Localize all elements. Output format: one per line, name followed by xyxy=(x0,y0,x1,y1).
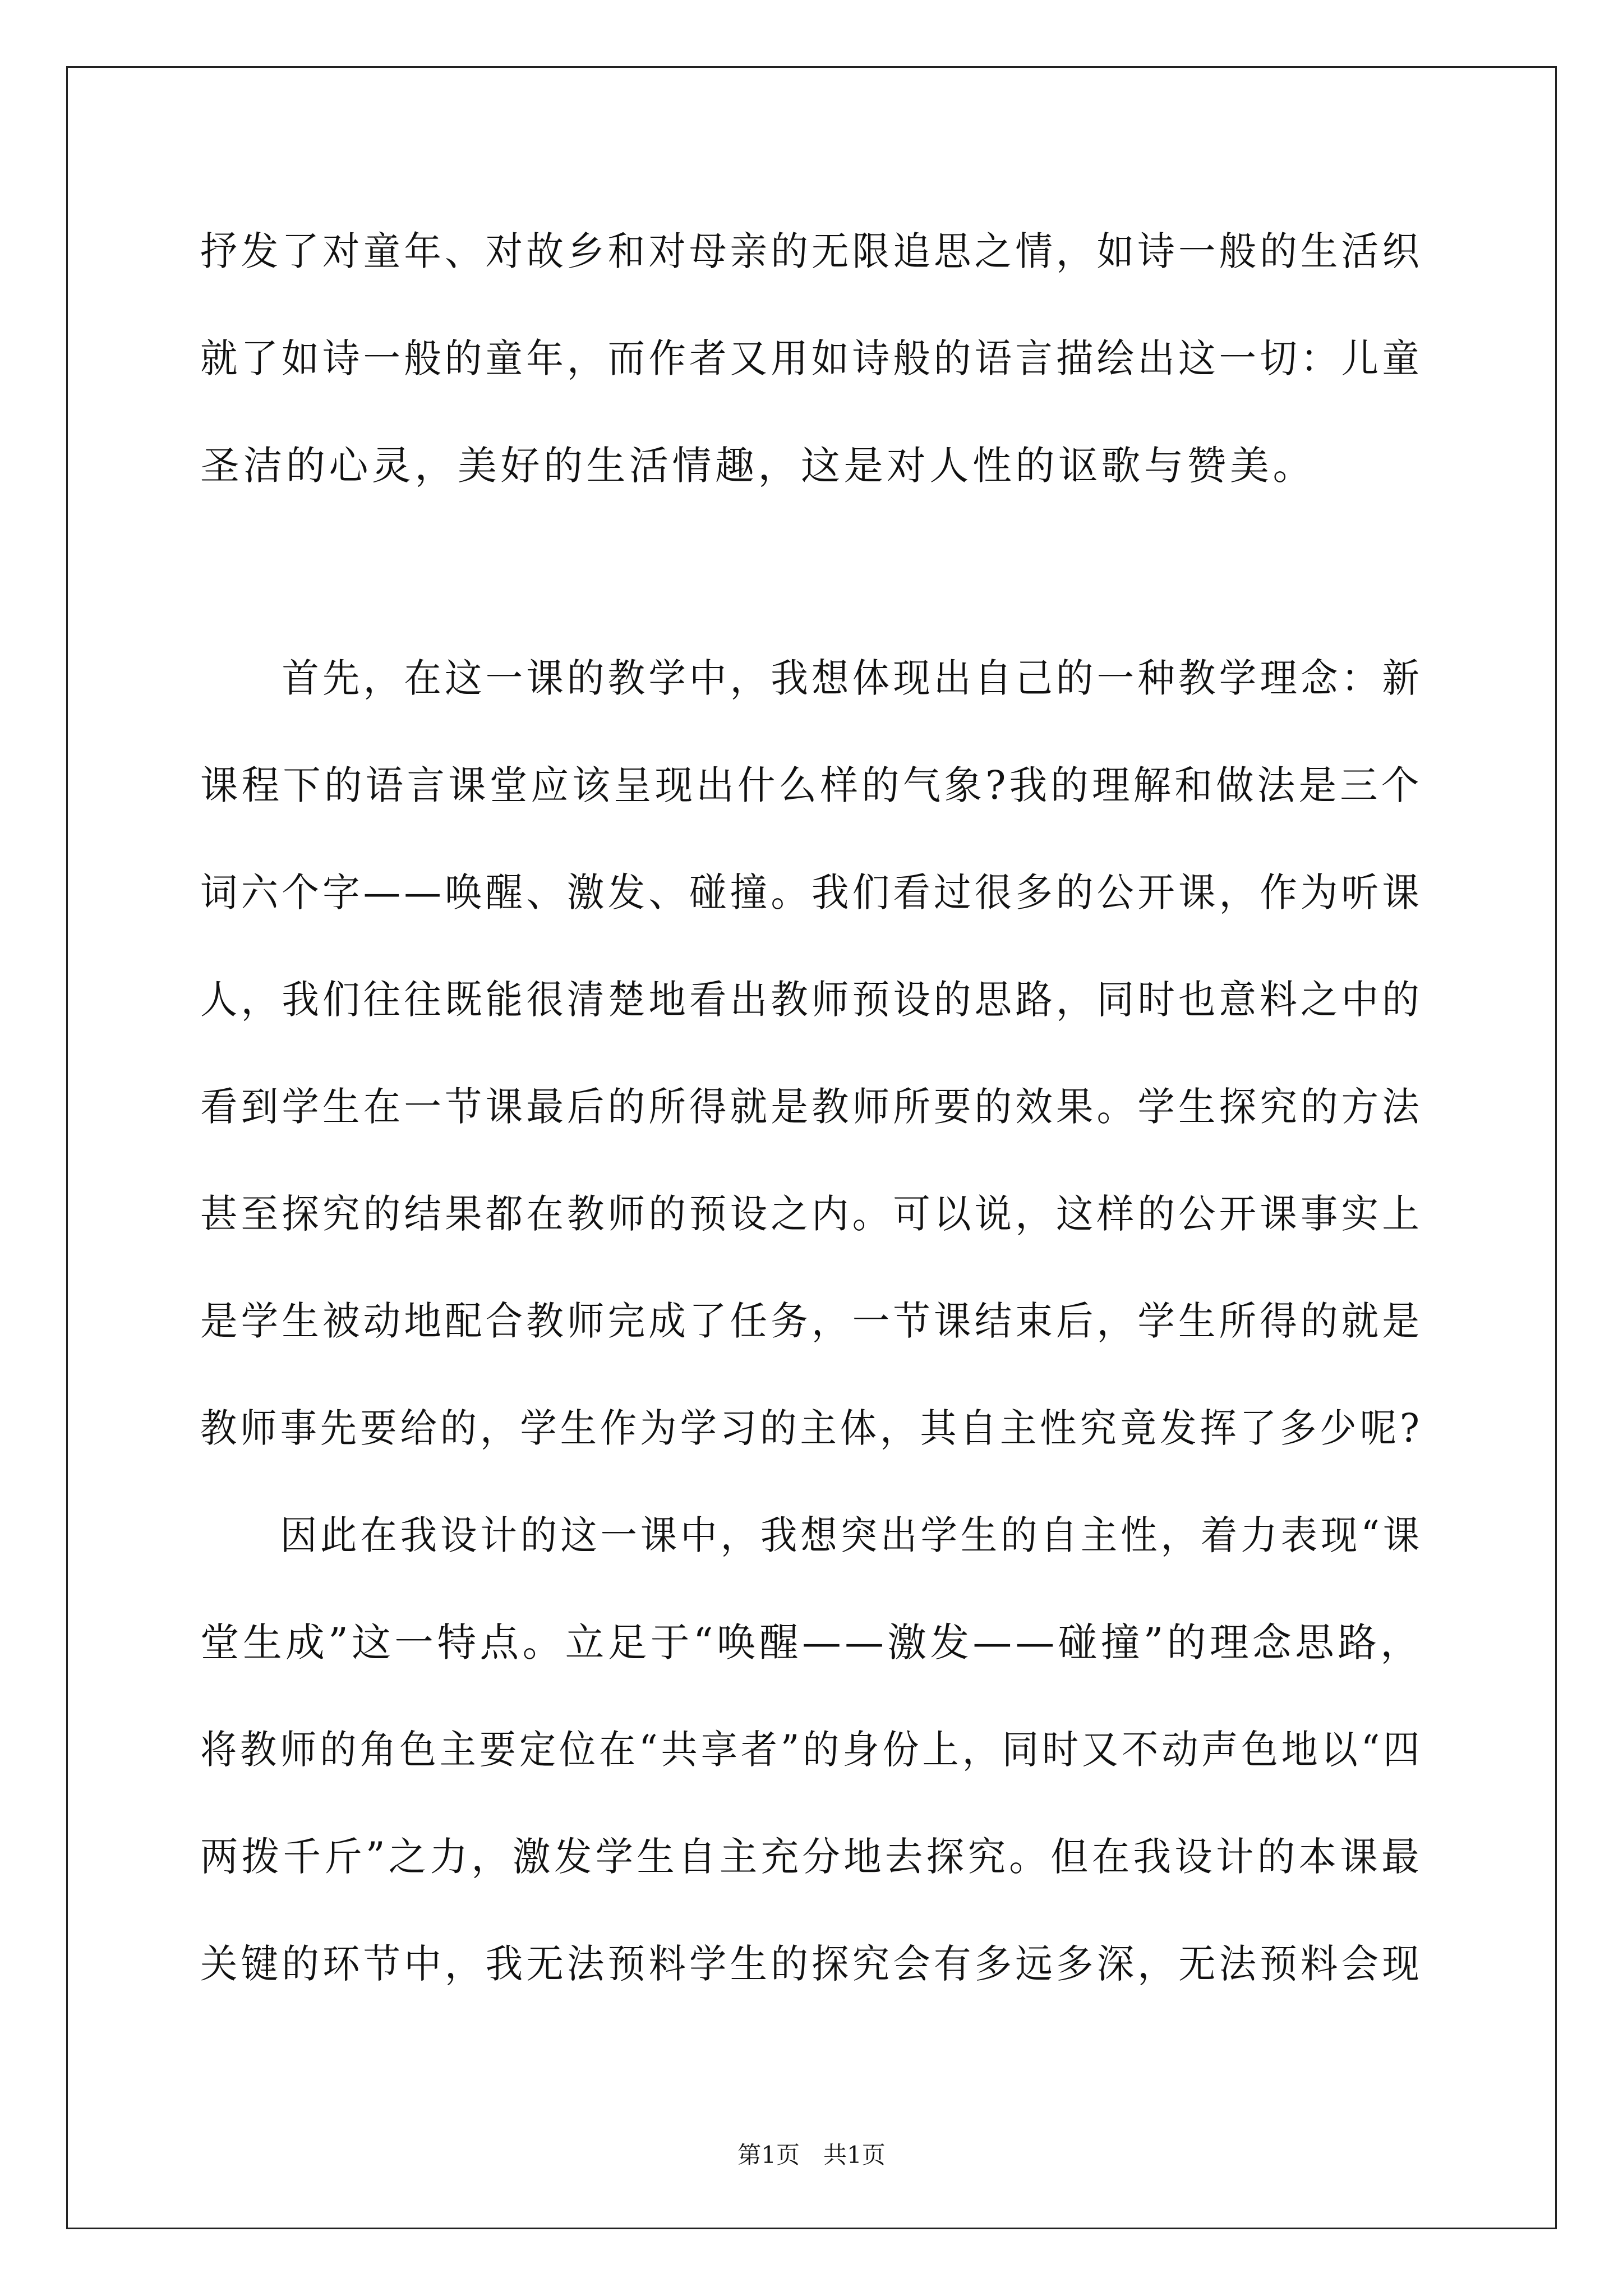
text-line: 抒发了对童年、对故乡和对母亲的无限追思之情，如诗一般的生活织 xyxy=(200,228,1423,274)
text-line: 关键的环节中，我无法预料学生的探究会有多远多深，无法预料会现 xyxy=(200,1941,1423,1987)
text-line: 看到学生在一节课最后的所得就是教师所要的效果。学生探究的方法 xyxy=(200,1084,1423,1130)
text-line: 两拨千斤”之力，激发学生自主充分地去探究。但在我设计的本课最 xyxy=(200,1834,1423,1880)
text-line: 词六个字——唤醒、激发、碰撞。我们看过很多的公开课，作为听课 xyxy=(200,869,1423,915)
text-line: 圣洁的心灵，美好的生活情趣，这是对人性的讴歌与赞美。 xyxy=(200,443,1316,489)
text-line: 堂生成”这一特点。立足于“唤醒——激发——碰撞”的理念思路， xyxy=(200,1619,1423,1665)
page-footer: 第1页 共1页 xyxy=(737,2141,886,2169)
text-line: 将教师的角色主要定位在“共享者”的身份上，同时又不动声色地以“四 xyxy=(200,1727,1423,1773)
text-line: 课程下的语言课堂应该呈现出什么样的气象?我的理解和做法是三个 xyxy=(200,762,1423,808)
text-line: 就了如诗一般的童年，而作者又用如诗般的语言描绘出这一切：儿童 xyxy=(200,335,1423,381)
text-line: 教师事先要给的，学生作为学习的主体，其自主性究竟发挥了多少呢? xyxy=(200,1405,1423,1451)
text-line: 人，我们往往既能很清楚地看出教师预设的思路，同时也意料之中的 xyxy=(200,977,1423,1023)
text-line: 是学生被动地配合教师完成了任务，一节课结束后，学生所得的就是 xyxy=(200,1298,1423,1344)
text-line: 因此在我设计的这一课中，我想突出学生的自主性，着力表现“课 xyxy=(200,1512,1423,1558)
text-line: 甚至探究的结果都在教师的预设之内。可以说，这样的公开课事实上 xyxy=(200,1191,1423,1237)
text-line: 首先，在这一课的教学中，我想体现出自己的一种教学理念：新 xyxy=(200,655,1423,701)
page-border xyxy=(66,66,1557,2229)
